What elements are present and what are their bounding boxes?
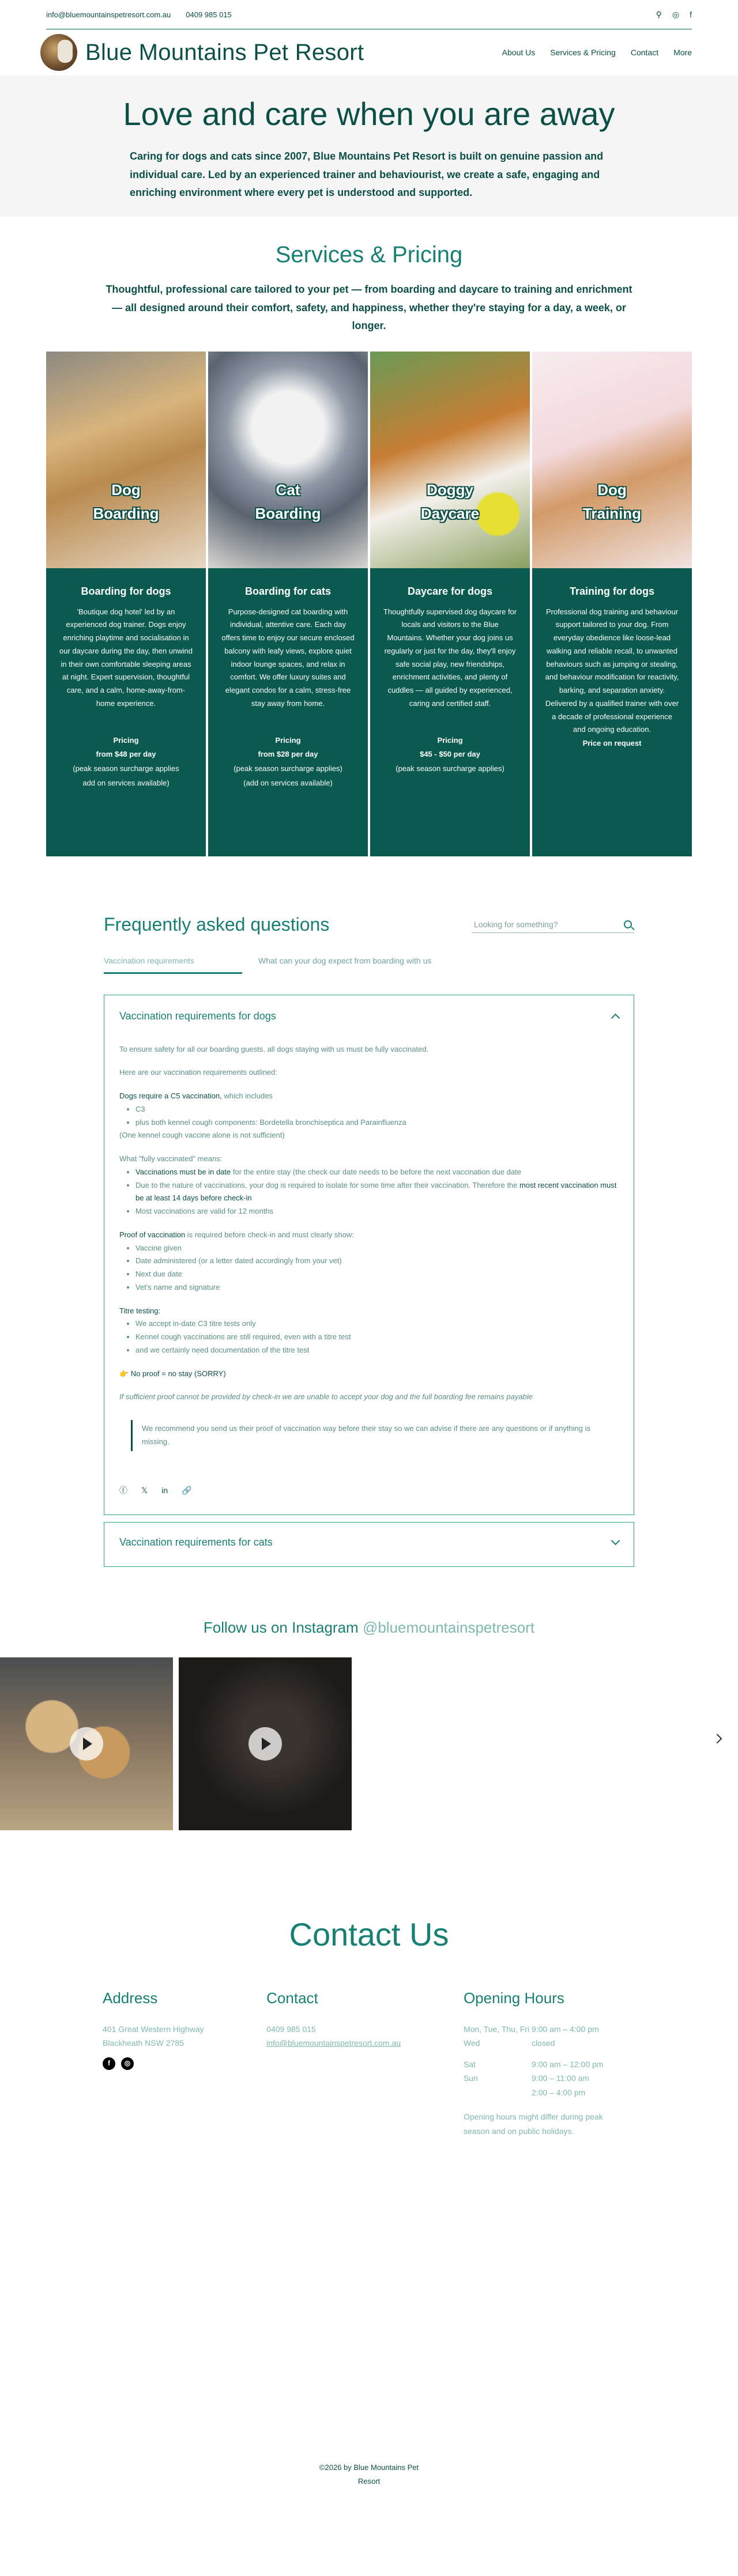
faq-question-cats[interactable] [119, 1536, 619, 1548]
faq-section [104, 914, 634, 1567]
address-line: Blackheath NSW 2785 [103, 2038, 184, 2048]
map-pin-icon[interactable]: ⚲ [656, 9, 662, 19]
search-icon[interactable] [624, 920, 632, 928]
card-body [532, 568, 692, 856]
hero-title: Love and care when you are away [123, 96, 615, 132]
card-body [208, 568, 368, 856]
requirement-line: Dogs require a C5 vaccination, which includes [119, 1091, 273, 1100]
faq-question-text[interactable]: Vaccination requirements for cats [119, 1536, 273, 1548]
card-body [46, 568, 206, 856]
faq-answer-dogs [119, 1043, 619, 1498]
faq-search [472, 916, 634, 933]
image-label: Dog Training [582, 481, 642, 523]
card-price: $45 - $50 per day [420, 750, 480, 759]
site-footer [0, 2461, 738, 2511]
address-title: Address [103, 1989, 158, 2007]
faq-header [104, 914, 634, 935]
card-description: Purpose-designed cat boarding with individual, attentive care. Each day offers time to enjoy our secure enclosed balcony with leafy views, explore quiet indoor lounge spaces, and relax in comfort. We offer luxury suites and elegant condos for a calm, stress-free stay away from home. [221, 607, 355, 708]
top-icons [656, 10, 692, 20]
hours-row: Mon, Tue, Thu, Fri 9:00 am – 4:00 pm [463, 2024, 599, 2034]
cat-boarding-image [208, 352, 368, 568]
contact-subtitle: Contact [266, 1989, 318, 2007]
instagram-icon[interactable]: ◎ [121, 2057, 134, 2070]
price-note: add on services available) [82, 778, 170, 787]
top-contact [46, 10, 232, 19]
play-icon[interactable] [70, 1727, 103, 1761]
services-title: Services & Pricing [275, 242, 463, 267]
linkedin-share-icon[interactable]: in [161, 1485, 168, 1495]
faq-question-dogs[interactable] [119, 1010, 619, 1022]
top-phone-link[interactable]: 0409 985 015 [186, 10, 232, 19]
pricing-title: Pricing [113, 735, 139, 745]
tab-boarding-expectations[interactable]: What can your dog expect from boarding with us [258, 955, 432, 965]
copyright-line: Resort [357, 2477, 381, 2486]
contact-phone[interactable]: 0409 985 015 [266, 2024, 316, 2034]
hours-spacer [464, 2050, 635, 2057]
link-share-icon[interactable]: 🔗 [182, 1485, 192, 1495]
hours-row: Sun 9:00 – 11:00 am [463, 2073, 590, 2083]
copyright-line: ©2026 by Blue Mountains Pet [319, 2463, 419, 2472]
image-label: Doggy Daycare [420, 481, 480, 523]
faq-tabs [104, 956, 634, 974]
contact-title: Contact Us [289, 1916, 449, 1952]
play-icon[interactable] [248, 1727, 282, 1761]
list-item: • Kennel cough vaccinations are still required, even with a titre test [135, 1331, 619, 1344]
instagram-post[interactable] [0, 1657, 173, 1830]
list-item: • We accept in-date C3 titre tests only [135, 1317, 619, 1331]
list-item: • Date administered (or a letter dated accordingly from your vet) [135, 1255, 619, 1268]
instagram-handle[interactable]: @bluemountainspetresort [362, 1619, 535, 1636]
instagram-feed [0, 1657, 738, 1830]
pricing-title: Pricing [275, 735, 301, 745]
requirement-note: (One kennel cough vaccine alone is not sufficient) [119, 1131, 285, 1140]
card-price: from $28 per day [258, 750, 318, 759]
list-item: • C3 [135, 1103, 619, 1116]
main-nav [502, 48, 692, 57]
hero-text: Caring for dogs and cats since 2007, Blue Mountains Pet Resort is built on genuine passion and individual care. Led by an experienced trainer and behaviourist, we create a safe, engaging and enriching environment where every pet is understood and supported. [130, 150, 604, 198]
list-item: • Vaccine given [135, 1242, 619, 1255]
facebook-share-icon[interactable]: ⓕ [119, 1485, 127, 1495]
faq-paragraph: Here are our vaccination requirements outlined: [119, 1068, 277, 1077]
list-item: • Next due date [135, 1268, 619, 1281]
instagram-title: Follow us on Instagram @bluemountainspetresort [203, 1619, 535, 1636]
nav-services-pricing[interactable]: Services & Pricing [550, 48, 616, 57]
proof-list [119, 1242, 619, 1294]
image-label: Cat Boarding [255, 481, 321, 523]
top-email-link[interactable]: info@bluemountainspetresort.com.au [46, 10, 171, 19]
top-bar [0, 0, 738, 29]
brand-name[interactable]: Blue Mountains Pet Resort [85, 39, 364, 65]
faq-item-cats[interactable] [104, 1522, 634, 1567]
service-cards [46, 352, 692, 856]
requirement-list [119, 1103, 619, 1130]
faq-search-input[interactable] [474, 920, 612, 929]
titre-list [119, 1317, 619, 1357]
contact-section [0, 1916, 738, 2138]
card-heading: Boarding for dogs [81, 585, 171, 597]
tab-vaccination-requirements[interactable]: Vaccination requirements [104, 956, 242, 974]
card-heading: Training for dogs [570, 585, 654, 597]
faq-item-dogs [104, 995, 634, 1516]
hero-section [0, 75, 738, 217]
hours-row: Wed closed [463, 2038, 555, 2048]
faq-paragraph: To ensure safety for all our boarding guests, all dogs staying with us must be fully vaccinated. [119, 1044, 429, 1053]
site-header [0, 29, 738, 75]
hours-title: Opening Hours [463, 1989, 564, 2007]
hours-row: Sat 9:00 am – 12:00 pm [463, 2059, 604, 2069]
chevron-up-icon[interactable] [611, 1013, 620, 1022]
faq-title: Frequently asked questions [104, 913, 330, 935]
dog-training-image [532, 352, 692, 568]
service-card-dog-training [532, 352, 692, 856]
titre-title: Titre testing: [119, 1306, 161, 1315]
service-card-dog-boarding [46, 352, 206, 856]
faq-question-text[interactable]: Vaccination requirements for dogs [119, 1010, 276, 1022]
fully-vaccinated-title: What "fully vaccinated" means: [119, 1154, 223, 1163]
hours-column [464, 1985, 635, 2138]
image-label: Dog Boarding [93, 481, 159, 523]
hours-note: Opening hours might differ during peak season and on public holidays. [463, 2112, 603, 2136]
instagram-icon[interactable]: ◎ [672, 9, 680, 19]
address-line: 401 Great Western Highway [103, 2024, 204, 2034]
hours-row: 2:00 – 4:00 pm [531, 2087, 586, 2097]
list-item: • and we certainly need documentation of the titre test [135, 1344, 619, 1357]
price-note: (peak season surcharge applies [73, 764, 179, 773]
list-item: • Vaccinations must be in date for the entire stay (the check our date needs to be before the next vaccination due date [135, 1166, 619, 1179]
chevron-down-icon[interactable] [611, 1536, 620, 1546]
brand[interactable] [40, 34, 364, 71]
list-item: • Vet's name and signature [135, 1281, 619, 1294]
chevron-right-icon[interactable] [713, 1734, 722, 1744]
price-note: (peak season surcharge applies) [234, 764, 342, 773]
service-card-doggy-daycare [370, 352, 530, 856]
share-bar [119, 1483, 619, 1498]
pricing-title: Pricing [437, 735, 463, 745]
no-proof-warning: 👉 No proof = no stay (SORRY) [119, 1369, 226, 1378]
price-note: (add on services available) [243, 778, 333, 787]
price-on-request: Price on request [582, 739, 642, 747]
proof-line: Proof of vaccination is required before check-in and must clearly show: [119, 1230, 354, 1239]
nav-more[interactable]: More [673, 48, 692, 57]
address-column [103, 1985, 266, 2138]
services-intro: Thoughtful, professional care tailored to your pet — from boarding and daycare to training and enrichment — all designed around their comfort, safety, and happiness, whether they're staying for a day, a week, or longer. [106, 284, 632, 331]
dog-boarding-image [46, 352, 206, 568]
facebook-icon[interactable]: f [690, 10, 692, 19]
list-item: • Most vaccinations are valid for 12 months [135, 1205, 619, 1218]
services-section [0, 217, 738, 856]
instagram-post[interactable] [179, 1657, 352, 1830]
contact-column [266, 1985, 464, 2138]
card-heading: Boarding for cats [244, 585, 332, 597]
fully-vaccinated-list [119, 1166, 619, 1218]
card-description: 'Boutique dog hotel' led by an experienced dog trainer. Dogs enjoy enriching playtime and socialisation in our daycare during the day, then unwind in their own comfortable sleeping areas at night. Expert supervision, thoughtful care, and a calm, home-away-from-home experience. [59, 607, 193, 708]
contact-columns [103, 1985, 635, 2138]
x-share-icon[interactable]: 𝕏 [141, 1485, 148, 1495]
instagram-section [0, 1619, 738, 1830]
no-proof-note: If sufficient proof cannot be provided by check-in we are unable to accept your dog and the full boarding fee remains payable [119, 1392, 533, 1402]
logo[interactable] [40, 34, 77, 71]
social-links [103, 2057, 266, 2070]
contact-email[interactable]: info@bluemountainspetresort.com.au [266, 2038, 401, 2048]
recommendation-quote: We recommend you send us their proof of vaccination way before their stay so we can advise if there are any questions or if anything is missing. [131, 1420, 619, 1451]
card-description: Thoughtfully supervised dog daycare for locals and visitors to the Blue Mountains. Whether your dog joins us regularly or just for the day, they'll enjoy safe social play, new friendships, enrichment activities, and plenty of cuddles — all guided by experienced, caring and certified staff. [383, 607, 517, 708]
card-heading: Daycare for dogs [407, 585, 493, 597]
price-note: (peak season surcharge applies) [396, 764, 504, 773]
nav-about-us[interactable]: About Us [502, 48, 536, 57]
list-item: • Due to the nature of vaccinations, your dog is required to isolate for some time after their vaccination. Therefore the most recent vaccination must be at least 14 days before check-in [135, 1179, 619, 1206]
card-price: from $48 per day [96, 750, 156, 759]
facebook-icon[interactable]: f [103, 2057, 115, 2070]
card-description: Professional dog training and behaviour support tailored to your dog. From everyday obedience like loose-lead walking and reliable recall, to unwanted behaviours such as jumping or stealing, and behaviour modification for reactivity, barking, and separation anxiety. Delivered by a qualified trainer with over a decade of professional experience and ongoing education. [545, 607, 679, 734]
card-body [370, 568, 530, 856]
doggy-daycare-image [370, 352, 530, 568]
service-card-cat-boarding [208, 352, 368, 856]
list-item: • plus both kennel cough components: Bordetella bronchiseptica and Parainfluenza [135, 1116, 619, 1130]
nav-contact[interactable]: Contact [630, 48, 659, 57]
